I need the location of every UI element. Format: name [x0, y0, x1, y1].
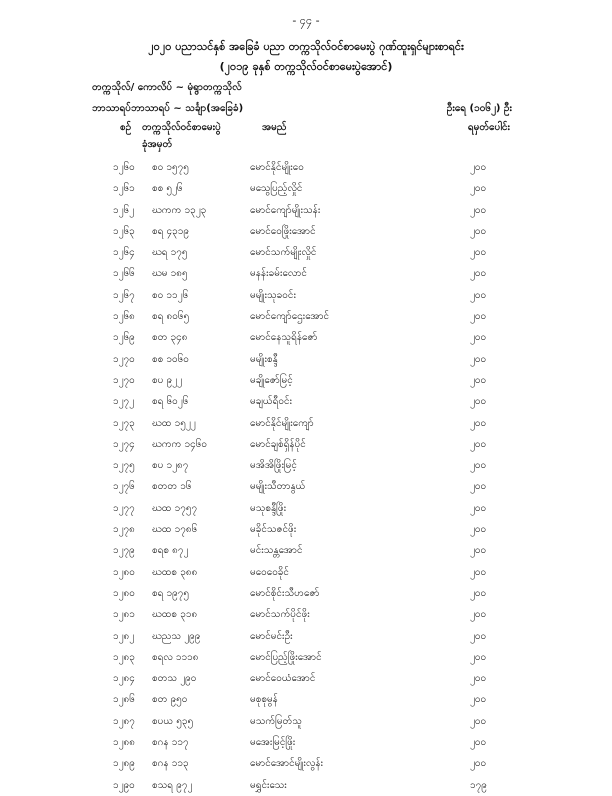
- student-name: မောင်ကျော်မျိုးသန်း: [250, 204, 321, 216]
- column-header-no: စဉ်: [120, 122, 132, 133]
- total-marks: ၂၀၀: [470, 225, 487, 237]
- row-number: ၁၂၇၅: [113, 460, 135, 472]
- table-row: [0, 391, 612, 412]
- student-name: မရွှင်းသေး: [250, 779, 287, 791]
- row-number: ၁၂၇၂: [113, 396, 135, 408]
- table-row: [0, 434, 612, 455]
- table-row: [0, 689, 612, 710]
- list-title: ၂၀၂၀ ပညာသင်နှစ် အခြေခံ ပညာ တက္ကသိုလ်ဝင်စာမေးပွဲ ဂုဏ်ထူးရှင်များစာရင်း: [148, 40, 464, 53]
- roll-number: ဃရ ၁၇၅: [152, 247, 188, 259]
- total-marks: ၂၀၀: [470, 673, 487, 685]
- row-number: ၁၂၈၂: [113, 630, 135, 642]
- row-number: ၁၂၇၀: [113, 353, 135, 365]
- total-marks: ၂၀၀: [470, 694, 487, 706]
- student-name: မောင်ချစ်ရှိန်ပိုင်: [250, 438, 306, 450]
- table-row: [0, 562, 612, 583]
- total-marks: ၂၀၀: [470, 396, 487, 408]
- total-marks: ၂၀၀: [470, 545, 487, 557]
- row-number: ၁၂၆၁: [113, 183, 135, 195]
- roll-number: စဂန ၁၁၇: [152, 737, 189, 749]
- table-row: [0, 647, 612, 668]
- roll-number: စတ ၃၄၈: [152, 332, 188, 344]
- roll-number: ဃမ ၁၈၅: [152, 268, 188, 280]
- total-marks: ၂၀၀: [470, 417, 487, 429]
- page-number: - ၄၄ -: [292, 14, 320, 27]
- roll-number: စရလ ၁၁၁၈: [152, 651, 199, 663]
- table-row: [0, 604, 612, 625]
- row-number: ၁၂၆၆: [113, 268, 135, 280]
- student-name: မောင်မင်းဦး: [250, 630, 293, 642]
- student-name: မသွေပြည့်လှိုင်: [250, 183, 303, 195]
- student-count: ဦးရေ (၁၀၆၂) ဦး: [446, 103, 512, 114]
- results-table: [0, 157, 612, 796]
- student-name: မအေးမြင့်ဖြိုး: [250, 737, 296, 749]
- roll-number: စတ ၉၅၀: [152, 694, 188, 706]
- roll-number: ဃကက ၁၃၂၃: [152, 204, 207, 216]
- roll-number: ဃထစ ၃၁၈: [152, 609, 198, 621]
- total-marks: ၂၀၀: [470, 162, 487, 173]
- roll-number: ဃထ ၁၇၈၆: [152, 524, 198, 536]
- roll-number: ဃထ ၁၇၅၇: [152, 502, 198, 514]
- table-row: [0, 306, 612, 327]
- table-row: [0, 263, 612, 284]
- row-number: ၁၂၆၃: [113, 225, 135, 237]
- roll-number: စတတ ၁၆: [152, 481, 192, 493]
- student-name: မမျိုးသုခဝင်း: [250, 289, 296, 301]
- student-name: မောင်ဝေယံအောင်: [250, 673, 316, 685]
- student-name: မောင်နိုင်မျိုးဝေ: [250, 162, 304, 173]
- roll-number: ဃကက ၁၄၆၀: [152, 438, 208, 450]
- total-marks: ၂၀၀: [470, 481, 487, 493]
- total-marks: ၂၀၀: [470, 183, 487, 195]
- total-marks: ၂၀၀: [470, 587, 487, 599]
- table-row: [0, 540, 612, 561]
- table-row: [0, 668, 612, 689]
- row-number: ၁၂၇၇: [113, 502, 135, 514]
- table-row: [0, 626, 612, 647]
- roll-number: စရစ ၈၇၂: [152, 545, 189, 557]
- roll-number: စဝ ၁၁၂၆: [152, 289, 189, 301]
- roll-number: စဂန ၁၁၃: [152, 758, 189, 770]
- student-name: မောင်ပြည့်ဖြိုးအောင်: [250, 651, 322, 663]
- row-number: ၁၂၈၆: [113, 694, 135, 706]
- roll-number: စဝ ၁၅၇၅: [152, 162, 189, 173]
- roll-number: စရ ၈၀၆၅: [152, 311, 190, 323]
- row-number: ၁၂၈၄: [113, 673, 135, 685]
- row-number: ၁၂၈၇: [113, 715, 135, 727]
- total-marks: ၂၀၀: [470, 332, 487, 344]
- table-row: [0, 370, 612, 391]
- roll-number: ဃထ ၁၅၂၂: [152, 417, 196, 429]
- student-name: မောင်ကျော်ဌေးအောင်: [250, 311, 330, 323]
- student-name: မမျိုးစန္ဒီ: [250, 353, 278, 365]
- roll-number: စစ ၅၂၆: [152, 183, 183, 195]
- student-name: မောင်ဝေဖြိုးအောင်: [250, 225, 316, 237]
- total-marks: ၂၀၀: [470, 502, 487, 514]
- total-marks: ၁၇၉: [470, 779, 487, 791]
- total-marks: ၂၀၀: [470, 374, 487, 386]
- total-marks: ၂၀၀: [470, 247, 487, 259]
- roll-number: စစ ၁၀၆၀: [152, 353, 189, 365]
- table-row: [0, 349, 612, 370]
- total-marks: ၂၀၀: [470, 204, 487, 216]
- student-name: မောင်အောင်မျိုးလွန်း: [250, 758, 324, 770]
- total-marks: ၂၀၀: [470, 289, 487, 301]
- table-row: [0, 455, 612, 476]
- roll-number: စရ ၁၉၇၅: [152, 587, 190, 599]
- student-name: မောင်သက်မျိုးလှိုင်: [250, 247, 317, 259]
- table-row: [0, 498, 612, 519]
- student-name: မဝေဝေခိုင်: [250, 566, 289, 578]
- student-name: မချယ်ရီဝင်း: [250, 396, 293, 408]
- row-number: ၁၂၈၀: [113, 566, 135, 578]
- row-number: ၁၂၆၂: [113, 204, 135, 216]
- total-marks: ၂၀၀: [470, 311, 487, 323]
- total-marks: ၂၀၀: [470, 715, 487, 727]
- column-header-marks: ရမှတ်ပေါင်း: [467, 122, 510, 133]
- row-number: ၁၂၇၈: [113, 524, 135, 536]
- table-row: [0, 753, 612, 774]
- total-marks: ၂၀၀: [470, 460, 487, 472]
- total-marks: ၂၀၀: [470, 566, 487, 578]
- row-number: ၁၂၈၉: [113, 758, 135, 770]
- table-row: [0, 413, 612, 434]
- student-name: မင်းသန္တအောင်: [250, 545, 303, 557]
- student-name: မနန်းခမ်းလောင်: [250, 268, 307, 280]
- student-name: မောင်နိုင်မျိုးကျော်: [250, 417, 314, 429]
- table-row: [0, 583, 612, 604]
- student-name: မစုစုမွန်: [250, 694, 278, 706]
- total-marks: ၂၀၀: [470, 758, 487, 770]
- column-header-roll-line2: ခုံအမှတ်: [142, 139, 173, 150]
- table-row: [0, 200, 612, 221]
- table-row: [0, 327, 612, 348]
- row-number: ၁၂၈၀: [113, 587, 135, 599]
- table-row: [0, 732, 612, 753]
- student-name: မချိုဇော်မြင့်: [250, 374, 293, 386]
- university-label: တက္ကသိုလ်/ ကောလိပ် ~ မုံရွာတက္ကသိုလ်: [92, 82, 242, 93]
- roll-number: စတသ ၂၉၀: [152, 673, 197, 685]
- total-marks: ၂၀၀: [470, 609, 487, 621]
- row-number: ၁၂၉၀: [113, 779, 135, 791]
- table-row: [0, 285, 612, 306]
- row-number: ၁၂၇၄: [113, 438, 135, 450]
- subject-label: ဘာသာရပ်ဘာသာရပ် ~ သင်္ချာ(အခြေခံ): [92, 103, 244, 114]
- total-marks: ၂၀၀: [470, 737, 487, 749]
- roll-number: စသရ ၉၇၂: [152, 779, 193, 791]
- roll-number: စပ ၁၂၈၇: [152, 460, 189, 472]
- student-name: မောင်သက်ပိုင်ဖိုး: [250, 609, 310, 621]
- row-number: ၁၂၇၉: [113, 545, 135, 557]
- column-header-name: အမည်: [262, 122, 287, 133]
- table-row: [0, 157, 612, 178]
- total-marks: ၂၀၀: [470, 353, 487, 365]
- table-row: [0, 519, 612, 540]
- total-marks: ၂၀၀: [470, 268, 487, 280]
- row-number: ၁၂၇၀: [113, 374, 135, 386]
- row-number: ၁၂၆၀: [113, 162, 135, 173]
- row-number: ၁၂၇၆: [113, 481, 135, 493]
- row-number: ၁၂၆၉: [113, 332, 135, 344]
- table-row: [0, 178, 612, 199]
- student-name: မောင်နေသူရိန်ဇော်: [250, 332, 318, 344]
- total-marks: ၂၀၀: [470, 651, 487, 663]
- total-marks: ၂၀၀: [470, 524, 487, 536]
- student-name: မခိုင်သဇင်ဖိုး: [250, 524, 297, 536]
- roll-number: စပ ၉၂၂: [152, 374, 182, 386]
- row-number: ၁၂၈၈: [113, 737, 135, 749]
- table-row: [0, 221, 612, 242]
- row-number: ၁၂၆၄: [113, 247, 135, 259]
- student-name: မသုစန္ဒီဖြိုး: [250, 502, 287, 514]
- total-marks: ၂၀၀: [470, 630, 487, 642]
- roll-number: ဃညသ ၂၉၉: [152, 630, 201, 642]
- row-number: ၁၂၆၈: [113, 311, 135, 323]
- student-name: မောင်စိုင်းသီဟဇော်: [250, 587, 320, 599]
- roll-number: ဃထစ ၃၈၈: [152, 566, 198, 578]
- table-row: [0, 711, 612, 732]
- table-row: [0, 476, 612, 497]
- student-name: မမျိုးသီတာနွယ်: [250, 481, 306, 493]
- student-name: မအိအိဖြိုးမြင့်: [250, 460, 297, 472]
- roll-number: စရ ၄၃၁၉: [152, 225, 190, 237]
- list-subtitle: (၂၀၁၉ ခုနှစ် တက္ကသိုလ်ဝင်စာမေးပွဲအောင်): [219, 60, 393, 73]
- roll-number: စပယ ၅၃၅: [152, 715, 194, 727]
- row-number: ၁၂၇၃: [113, 417, 135, 429]
- table-row: [0, 242, 612, 263]
- row-number: ၁၂၈၁: [113, 609, 135, 621]
- student-name: မသက်မြတ်သူ: [250, 715, 302, 727]
- row-number: ၁၂၈၃: [113, 651, 135, 663]
- row-number: ၁၂၆၇: [113, 289, 135, 301]
- total-marks: ၂၀၀: [470, 438, 487, 450]
- roll-number: စရ ၆၀၂၆: [152, 396, 189, 408]
- table-row: [0, 775, 612, 796]
- column-header-roll: တက္ကသိုလ်ဝင်စာမေးပွဲ: [142, 122, 221, 133]
